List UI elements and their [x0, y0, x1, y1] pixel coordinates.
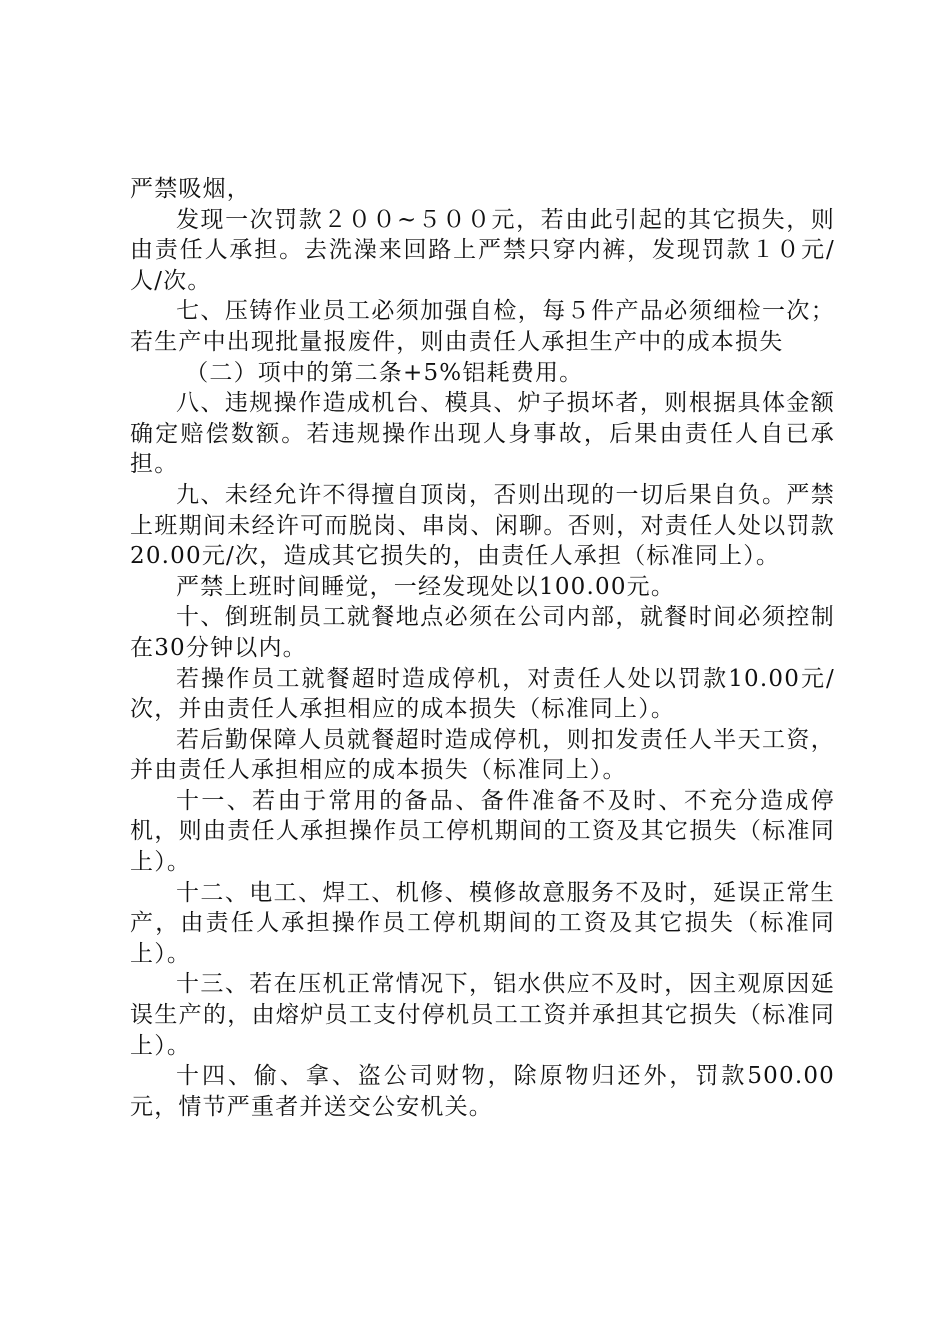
paragraph-no-sleeping: 严禁上班时间睡觉，一经发现处以100.00元。	[176, 573, 676, 600]
paragraph-operator-meal-overtime: 若操作员工就餐超时造成停机，对责任人处以罚款10.00元/次，并由责任人承担相应的成本损失（标准同上）。	[130, 665, 835, 723]
paragraph-no-smoking: 严禁吸烟，	[130, 176, 251, 202]
document-body	[130, 174, 835, 1122]
paragraph-aluminum-cost: （二）项中的第二条+5%铝耗费用。	[185, 359, 584, 386]
paragraph-item-9: 九、未经允许不得擅自顶岗，否则出现的一切后果自负。严禁上班期间未经许可而脱岗、串岗、闲聊。否则，对责任人处以罚款20.00元/次，造成其它损失的，由责任人承担（标准同上）。	[130, 481, 835, 570]
paragraph-item-11: 十一、若由于常用的备品、备件准备不及时、不充分造成停机，则由责任人承担操作员工停机期间的工资及其它损失（标准同上）。	[130, 787, 835, 876]
paragraph-item-7: 七、压铸作业员工必须加强自检，每５件产品必须细检一次；若生产中出现批量报废件，则由责任人承担生产中的成本损失	[130, 298, 835, 355]
paragraph-logistics-meal-overtime: 若后勤保障人员就餐超时造成停机，则扣发责任人半天工资，并由责任人承担相应的成本损失（标准同上）。	[130, 726, 835, 784]
paragraph-item-12: 十二、电工、焊工、机修、模修故意服务不及时，延误正常生产，由责任人承担操作员工停机期间的工资及其它损失（标准同上）。	[130, 879, 835, 967]
paragraph-item-14: 十四、偷、拿、盗公司财物，除原物归还外，罚款500.00元，情节严重者并送交公安机关。	[130, 1063, 835, 1120]
paragraph-item-8: 八、违规操作造成机台、模具、炉子损坏者，则根据具体金额确定赔偿数额。若违规操作出现人身事故，后果由责任人自已承担。	[130, 390, 835, 478]
paragraph-smoking-fine: 发现一次罚款２００~５００元，若由此引起的其它损失，则由责任人承担。去洗澡来回路上严禁只穿内裤，发现罚款１０元/人/次。	[130, 206, 835, 294]
paragraph-item-13: 十三、若在压机正常情况下，铝水供应不及时，因主观原因延误生产的，由熔炉员工支付停机员工工资并承担其它损失（标准同上）。	[130, 971, 835, 1059]
paragraph-item-10: 十、倒班制员工就餐地点必须在公司内部，就餐时间必须控制在30分钟以内。	[130, 604, 835, 661]
